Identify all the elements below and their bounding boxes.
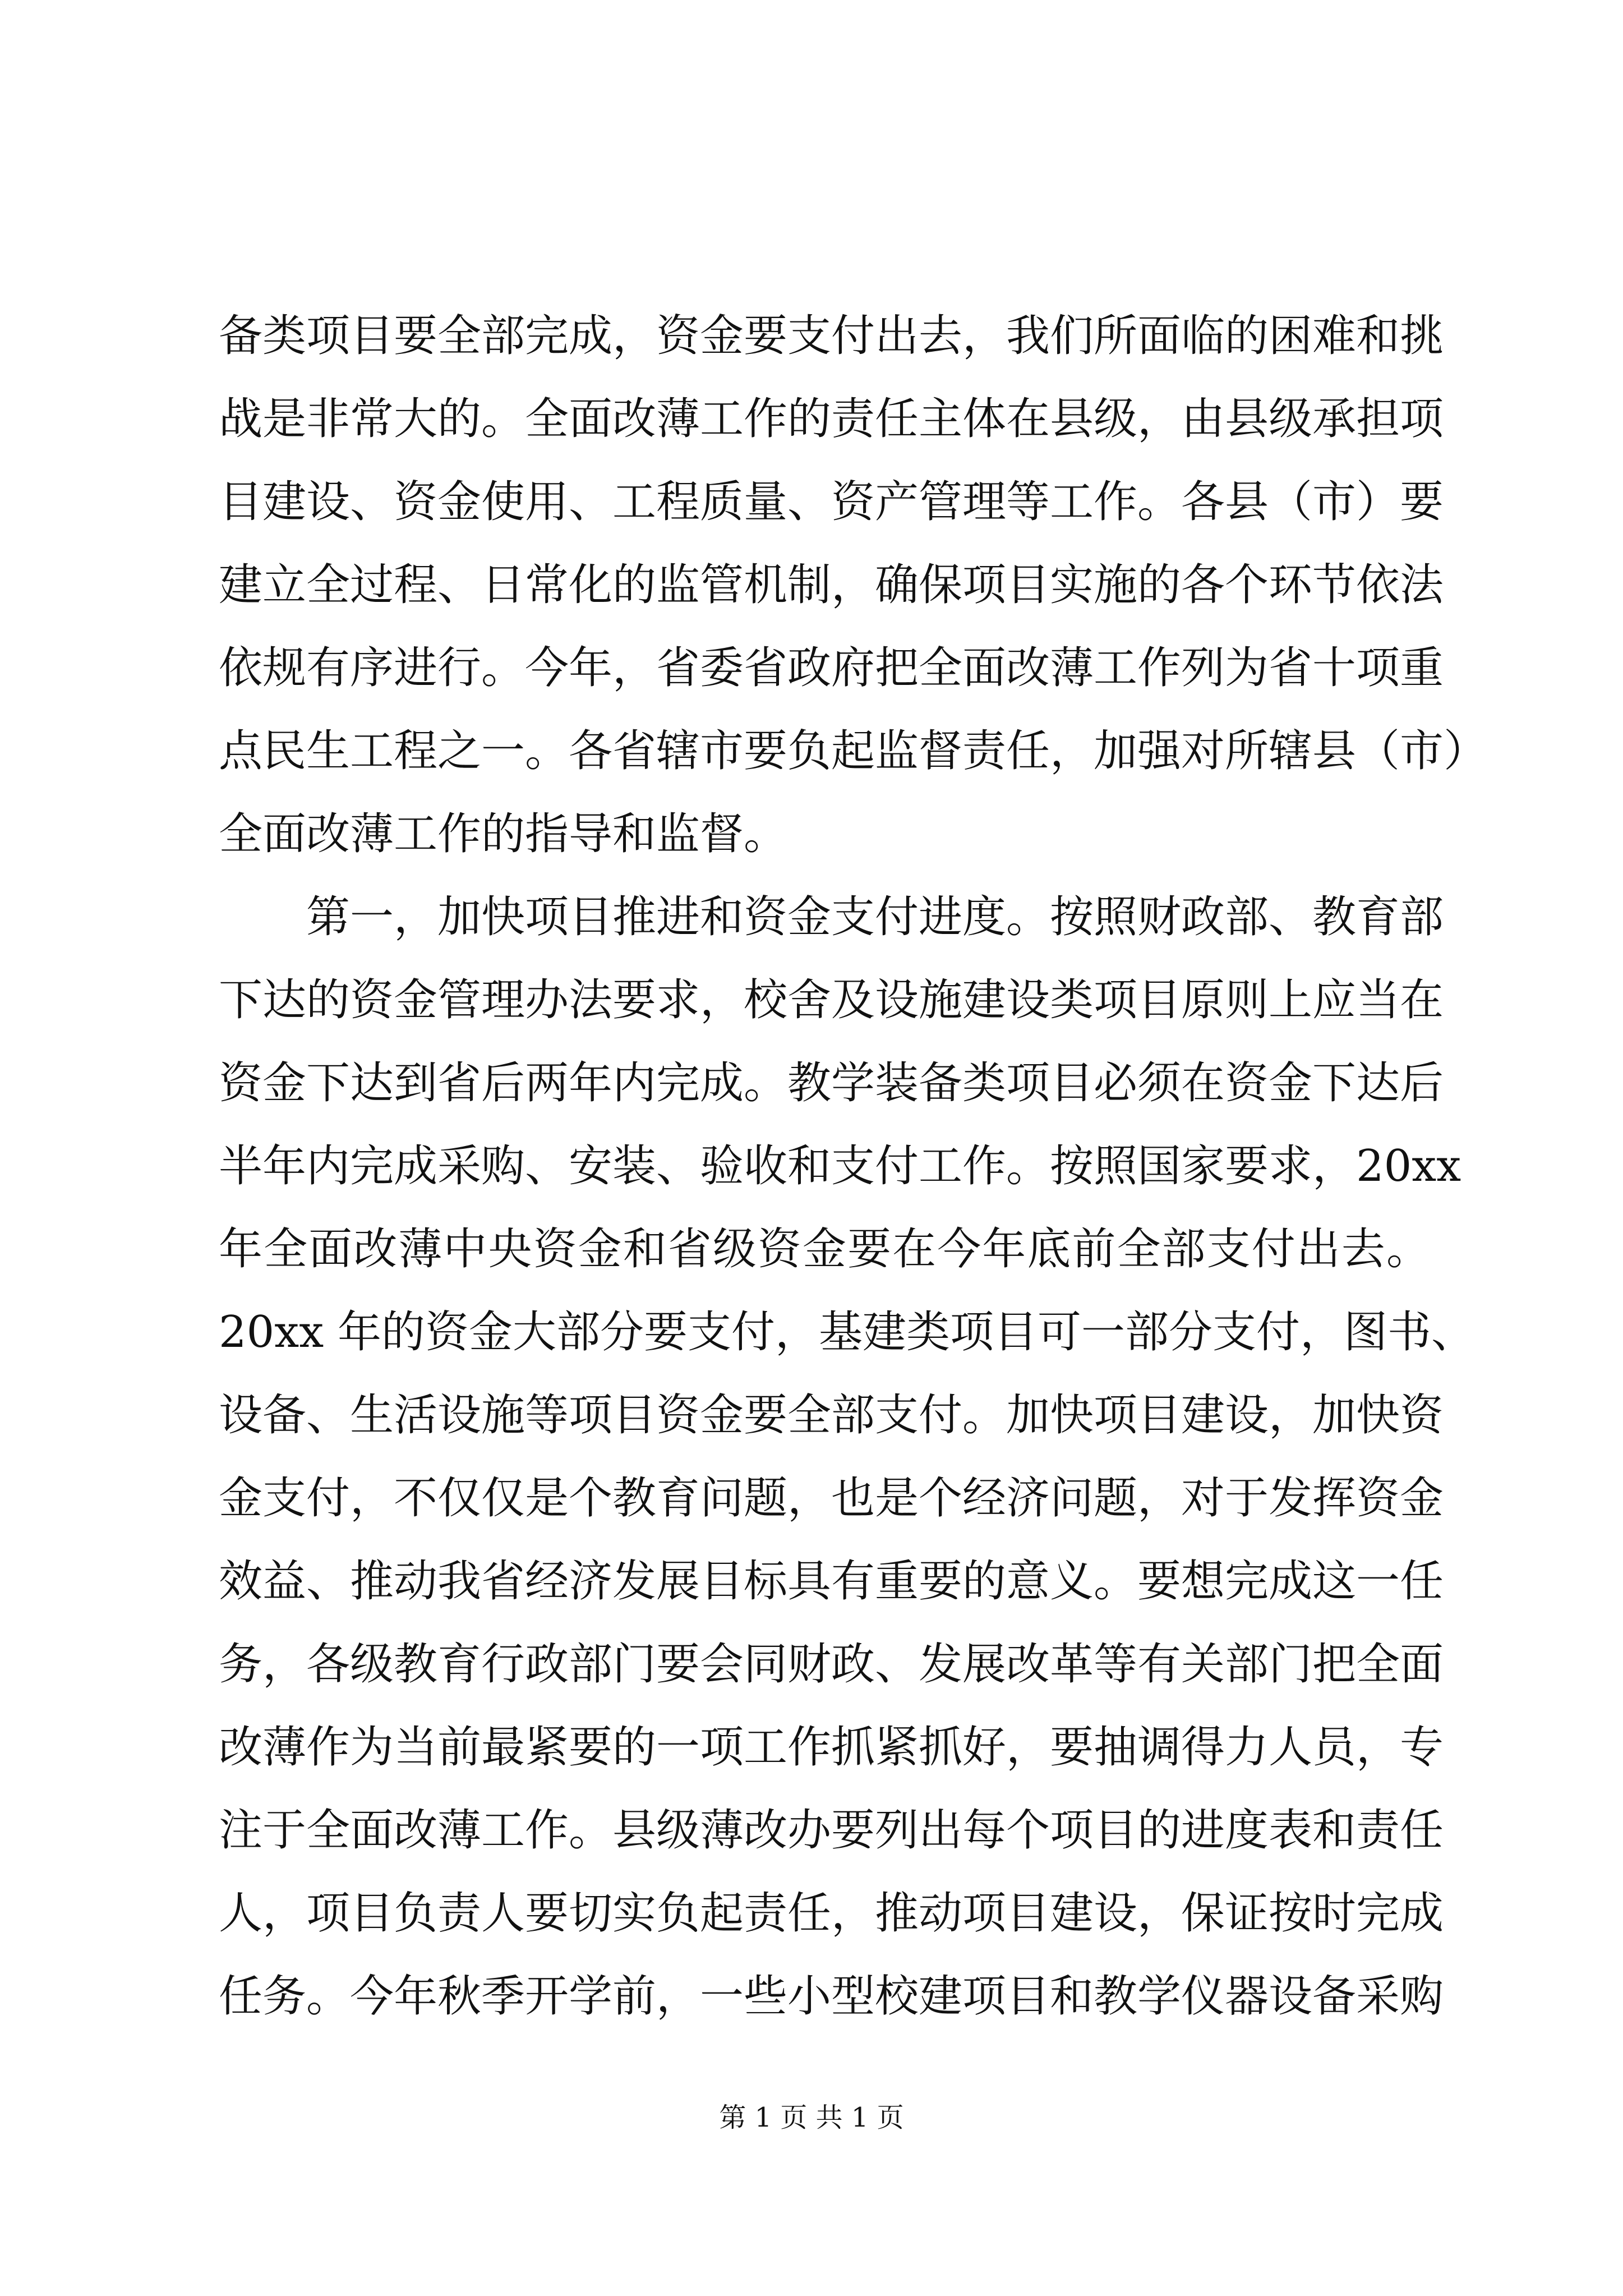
text-line: 目建设、资金使用、工程质量、资产管理等工作。各县（市）要 bbox=[219, 477, 1444, 527]
text-line: 建立全过程、日常化的监管机制，确保项目实施的各个环节依法 bbox=[219, 560, 1444, 610]
text-line: 战是非常大的。全面改薄工作的责任主体在县级，由县级承担项 bbox=[219, 394, 1444, 444]
text-line: 全面改薄工作的指导和监督。 bbox=[219, 809, 788, 859]
text-line: 务，各级教育行政部门要会同财政、发展改革等有关部门把全面 bbox=[219, 1639, 1444, 1690]
text-line: 备类项目要全部完成，资金要支付出去，我们所面临的困难和挑 bbox=[219, 311, 1444, 361]
text-line: 注于全面改薄工作。县级薄改办要列出每个项目的进度表和责任 bbox=[219, 1805, 1444, 1856]
text-line: 依规有序进行。今年，省委省政府把全面改薄工作列为省十项重 bbox=[219, 643, 1444, 693]
text-line: 任务。今年秋季开学前，一些小型校建项目和教学仪器设备采购 bbox=[219, 1971, 1444, 2022]
text-line: 资金下达到省后两年内完成。教学装备类项目必须在资金下达后 bbox=[219, 1058, 1444, 1108]
text-line: 改薄作为当前最紧要的一项工作抓紧抓好，要抽调得力人员，专 bbox=[219, 1722, 1444, 1773]
text-line: 第一，加快项目推进和资金支付进度。按照财政部、教育部 bbox=[219, 892, 1444, 942]
text-line: 金支付，不仅仅是个教育问题，也是个经济问题，对于发挥资金 bbox=[219, 1473, 1444, 1524]
page-footer bbox=[0, 2101, 1623, 2134]
body-text bbox=[219, 295, 1488, 2038]
text-line: 年全面改薄中央资金和省级资金要在今年底前全部支付出去。 bbox=[219, 1224, 1430, 1274]
page-number: 第 1 页 共 1 页 bbox=[719, 2102, 904, 2133]
text-line: 下达的资金管理办法要求，校舍及设施建设类项目原则上应当在 bbox=[219, 975, 1444, 1025]
text-line: 设备、生活设施等项目资金要全部支付。加快项目建设，加快资 bbox=[219, 1390, 1444, 1441]
text-line: 人，项目负责人要切实负起责任，推动项目建设，保证按时完成 bbox=[219, 1888, 1444, 1939]
text-line: 点民生工程之一。各省辖市要负起监督责任，加强对所辖县（市） bbox=[219, 726, 1488, 776]
text-line: 半年内完成采购、安装、验收和支付工作。按照国家要求，20xx bbox=[219, 1141, 1461, 1191]
text-line: 效益、推动我省经济发展目标具有重要的意义。要想完成这一任 bbox=[219, 1556, 1444, 1607]
text-line: 20xx 年的资金大部分要支付，基建类项目可一部分支付，图书、 bbox=[219, 1307, 1476, 1358]
